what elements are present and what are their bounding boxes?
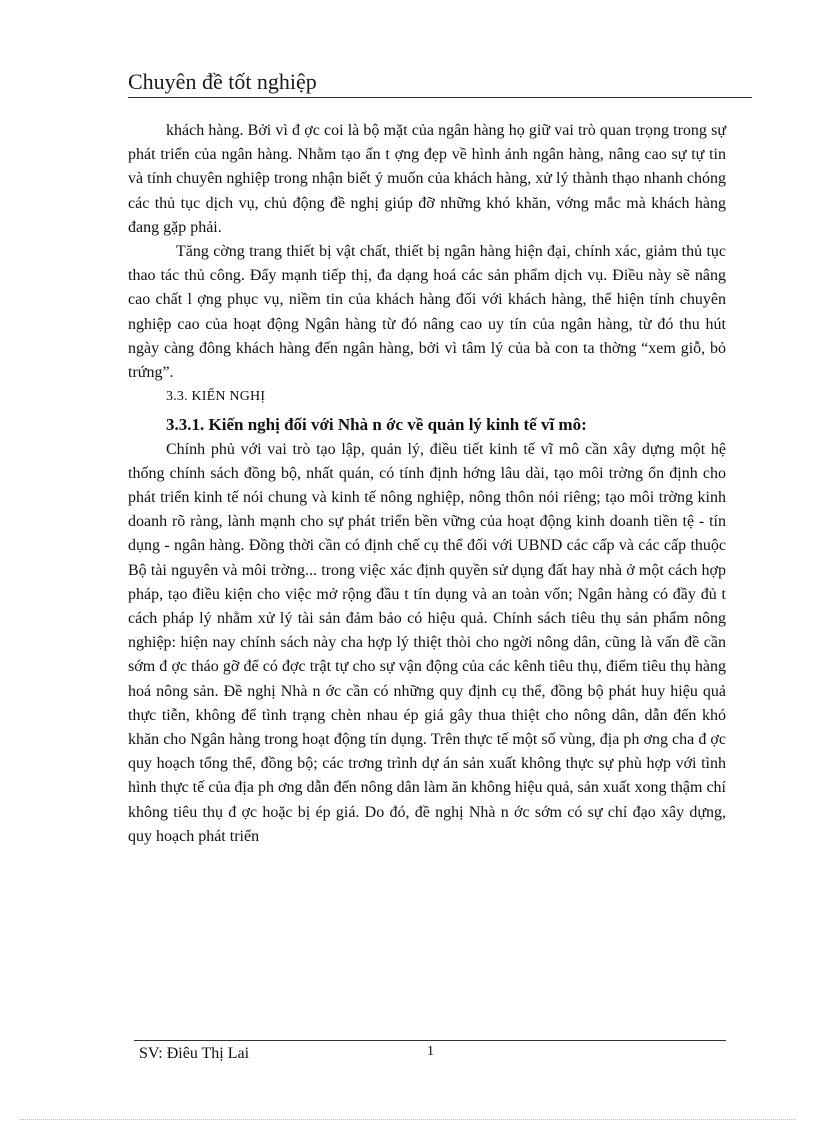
footer-author: SV: Điêu Thị Lai: [139, 1045, 250, 1062]
body-paragraph-2: Tăng cờng trang thiết bị vật chất, thiết bị ngân hàng hiện đại, chính xác, giảm thủ tục thao tác thủ công. Đẩy mạnh tiếp thị, đa dạng hoá các sản phẩm dịch vụ. Điều này sẽ nâng cao chất l ợng phục vụ, niềm tin của khách hàng đối với khách hàng, thể hiện tính chuyên nghiệp cao của hoạt động Ngân hàng từ đó nâng cao uy tín của ngân hàng, từ đó thu hút ngày càng đông khách hàng đến ngân hàng, bởi vì tâm lý của bà con ta thờng “xem giỗ, bỏ trứng”.: [128, 243, 726, 382]
page-number: 1: [427, 1044, 434, 1059]
body-paragraph-3: Chính phủ với vai trò tạo lập, quản lý, điều tiết kinh tế vĩ mô cần xây dựng một hệ thống chính sách đồng bộ, nhất quán, có tính định hớng lâu dài, tạo môi trờng ổn định cho phát triển kinh tế nói chung và kinh tế nông nghiệp, nông thôn nói riêng; tạo môi trờng kinh doanh rõ ràng, lành mạnh cho sự phát triển bền vững của hoạt động kinh doanh tiền tệ - tín dụng - ngân hàng. Đồng thời cần có định chế cụ thể đối với UBND các cấp và các cấp thuộc Bộ tài nguyên và môi trờng... trong việc xác định quyền sử dụng đất hay nhà ở một cách hợp pháp, tạo điều kiện cho việc mở rộng đầu t tín dụng và an toàn vốn; Ngân hàng có đầy đủ t cách pháp lý nhằm xử lý tài sản đảm bảo có hiệu quả. Chính sách tiêu thụ sản phẩm nông nghiệp: hiện nay chính sách này cha hợp lý thiệt thòi cho ngời nông dân, cũng là vấn đề cần sớm đ ợc tháo gỡ để có đợc trật tự cho sự vận động của các kênh tiêu thụ, điểm tiêu thụ hàng hoá nông sản. Đề nghị Nhà n ớc cần có những quy định cụ thể, đồng bộ phát huy hiệu quả thực tiễn, không để tình trạng chèn nhau ép giá gây thua thiệt cho nông dân, dẫn đến khó khăn cho Ngân hàng trong hoạt động tín dụng. Trên thực tế một số vùng, địa ph ơng cha đ ợc quy hoạch tổng thể, đồng bộ; các trơng trình dự án sản xuất không thực sự phù hợp với tình hình thực tế của địa ph ơng dẫn đến nông dân làm ăn không hiệu quả, sản xuất xong thậm chí không tiêu thụ đ ợc hoặc bị ép giá. Do đó, đề nghị Nhà n ớc sớm có sự chỉ đạo xây dựng, quy hoạch phát triển: [128, 440, 726, 845]
document-header-title: Chuyên đề tốt nghiệp: [128, 69, 317, 94]
footer-divider: [134, 1040, 726, 1041]
document-body: [128, 119, 726, 849]
body-paragraph-1: khách hàng. Bởi vì đ ợc coi là bộ mặt của ngân hàng họ giữ vai trò quan trọng trong sự phát triển của ngân hàng. Nhằm tạo ấn t ợng đẹp về hình ảnh ngân hàng, nâng cao sự tự tin và tính chuyên nghiệp trong nhận biết ý muốn của khách hàng, xử lý thành thạo nhanh chóng các thủ tục dịch vụ, chủ động đề nghị giúp đỡ những khó khăn, vớng mắc mà khách hàng đang gặp phải.: [128, 122, 726, 236]
page-bottom-border: [20, 1119, 796, 1120]
section-heading: 3.3. KIẾN NGHỊ: [166, 389, 266, 405]
subsection-heading: 3.3.1. Kiến nghị đối với Nhà n ớc về quản lý kinh tế vĩ mô:: [166, 415, 587, 435]
header-divider: [128, 97, 752, 98]
